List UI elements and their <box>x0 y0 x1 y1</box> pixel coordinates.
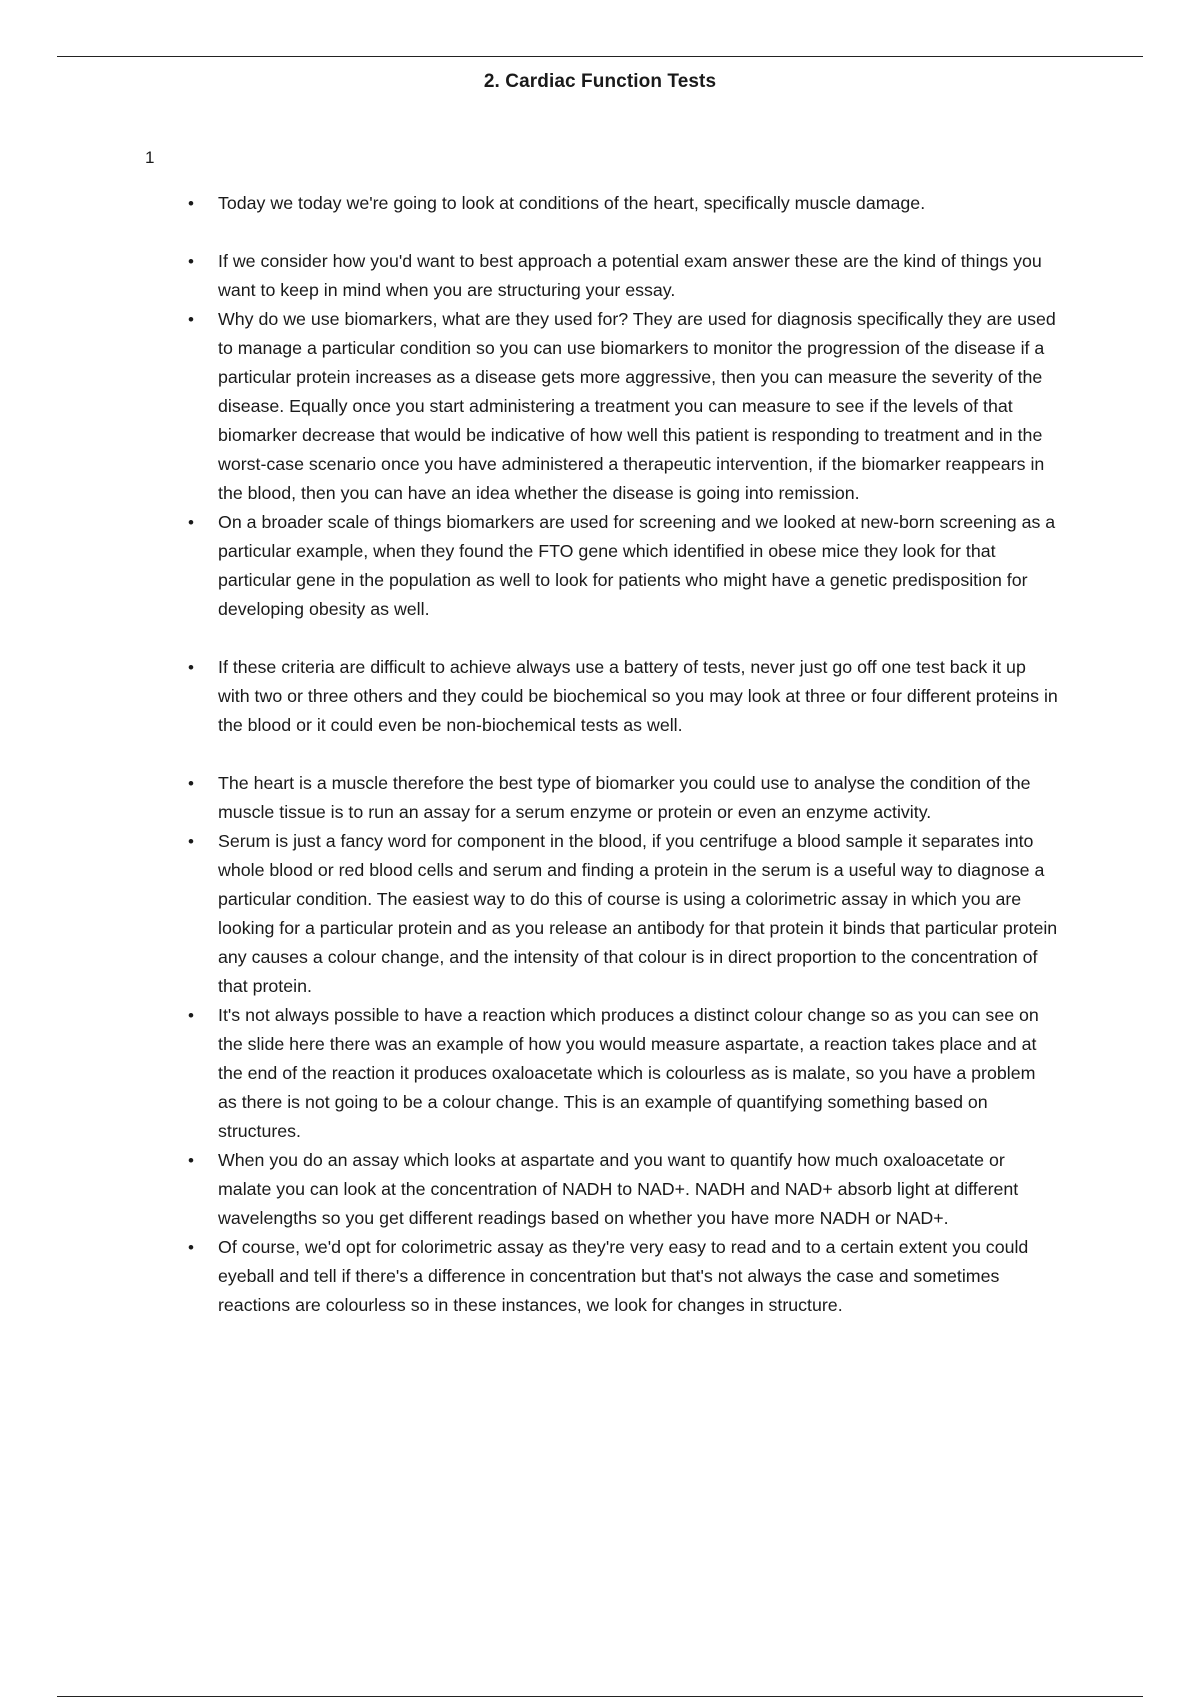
list-item <box>188 247 1058 305</box>
list-item-text: On a broader scale of things biomarkers are used for screening and we looked at new-born screening as a particular example, when they found the FTO gene which identified in obese mice they look for that particular gene in the population as well to look for patients who might have a genetic predisposition for developing obesity as well. <box>218 512 1056 619</box>
list-item-text: Why do we use biomarkers, what are they used for? They are used for diagnosis specifically they are used to manage a particular condition so you can use biomarkers to monitor the progression of the disease if a particular protein increases as a disease gets more aggressive, then you can measure the severity of the disease. Equally once you start administering a treatment you can measure to see if the levels of that biomarker decrease that would be indicative of how well this patient is responding to treatment and in the worst-case scenario once you have administered a therapeutic intervention, if the biomarker reappears in the blood, then you can have an idea whether the disease is going into remission. <box>218 309 1056 503</box>
bullet-icon: • <box>188 252 194 271</box>
bullet-icon: • <box>188 513 194 532</box>
header-rule <box>57 56 1143 57</box>
bullet-list <box>0 189 1200 1320</box>
list-item-text: Today we today we're going to look at conditions of the heart, specifically muscle damage. <box>218 193 926 213</box>
list-item <box>188 1146 1058 1233</box>
list-item-text: When you do an assay which looks at aspartate and you want to quantify how much oxaloacetate or malate you can look at the concentration of NADH to NAD+. NADH and NAD+ absorb light at different wavelengths so you get different readings based on whether you have more NADH or NAD+. <box>218 1150 1019 1228</box>
bullet-icon: • <box>188 774 194 793</box>
bullet-icon: • <box>188 658 194 677</box>
list-item <box>188 305 1058 508</box>
list-item <box>188 189 1058 218</box>
list-item-text: The heart is a muscle therefore the best type of biomarker you could use to analyse the condition of the muscle tissue is to run an assay for a serum enzyme or protein or even an enzyme activity. <box>218 773 1031 822</box>
list-item-text: If we consider how you'd want to best approach a potential exam answer these are the kind of things you want to keep in mind when you are structuring your essay. <box>218 251 1042 300</box>
page-number: 1 <box>145 148 155 167</box>
bullet-icon: • <box>188 1151 194 1170</box>
list-item-text: If these criteria are difficult to achieve always use a battery of tests, never just go off one test back it up with two or three others and they could be biochemical so you may look at three or four different proteins in the blood or it could even be non-biochemical tests as well. <box>218 657 1058 735</box>
list-item-text: Of course, we'd opt for colorimetric assay as they're very easy to read and to a certain extent you could eyeball and tell if there's a difference in concentration but that's not always the case and sometimes reactions are colourless so in these instances, we look for changes in structure. <box>218 1237 1029 1315</box>
bullet-icon: • <box>188 1006 194 1025</box>
list-item <box>188 508 1058 624</box>
list-item <box>188 653 1058 740</box>
list-item <box>188 1233 1058 1320</box>
bullet-icon: • <box>188 194 194 213</box>
list-item <box>188 1001 1058 1146</box>
list-item-text: Serum is just a fancy word for component in the blood, if you centrifuge a blood sample it separates into whole blood or red blood cells and serum and finding a protein in the serum is a useful way to diagnose a particular condition. The easiest way to do this of course is using a colorimetric assay in which you are looking for a particular protein and as you release an antibody for that protein it binds that particular protein any causes a colour change, and the intensity of that colour is in direct proportion to the concentration of that protein. <box>218 831 1058 996</box>
bullet-icon: • <box>188 310 194 329</box>
footer-rule <box>57 1696 1143 1697</box>
list-item <box>188 827 1058 1001</box>
list-item <box>188 769 1058 827</box>
list-item-text: It's not always possible to have a reaction which produces a distinct colour change so as you can see on the slide here there was an example of how you would measure aspartate, a reaction takes place and at the end of the reaction it produces oxaloacetate which is colourless as is malate, so you have a problem as there is not going to be a colour change. This is an example of quantifying something based on structures. <box>218 1005 1039 1141</box>
bullet-icon: • <box>188 832 194 851</box>
page-title: 2. Cardiac Function Tests <box>483 71 717 92</box>
bullet-icon: • <box>188 1238 194 1257</box>
